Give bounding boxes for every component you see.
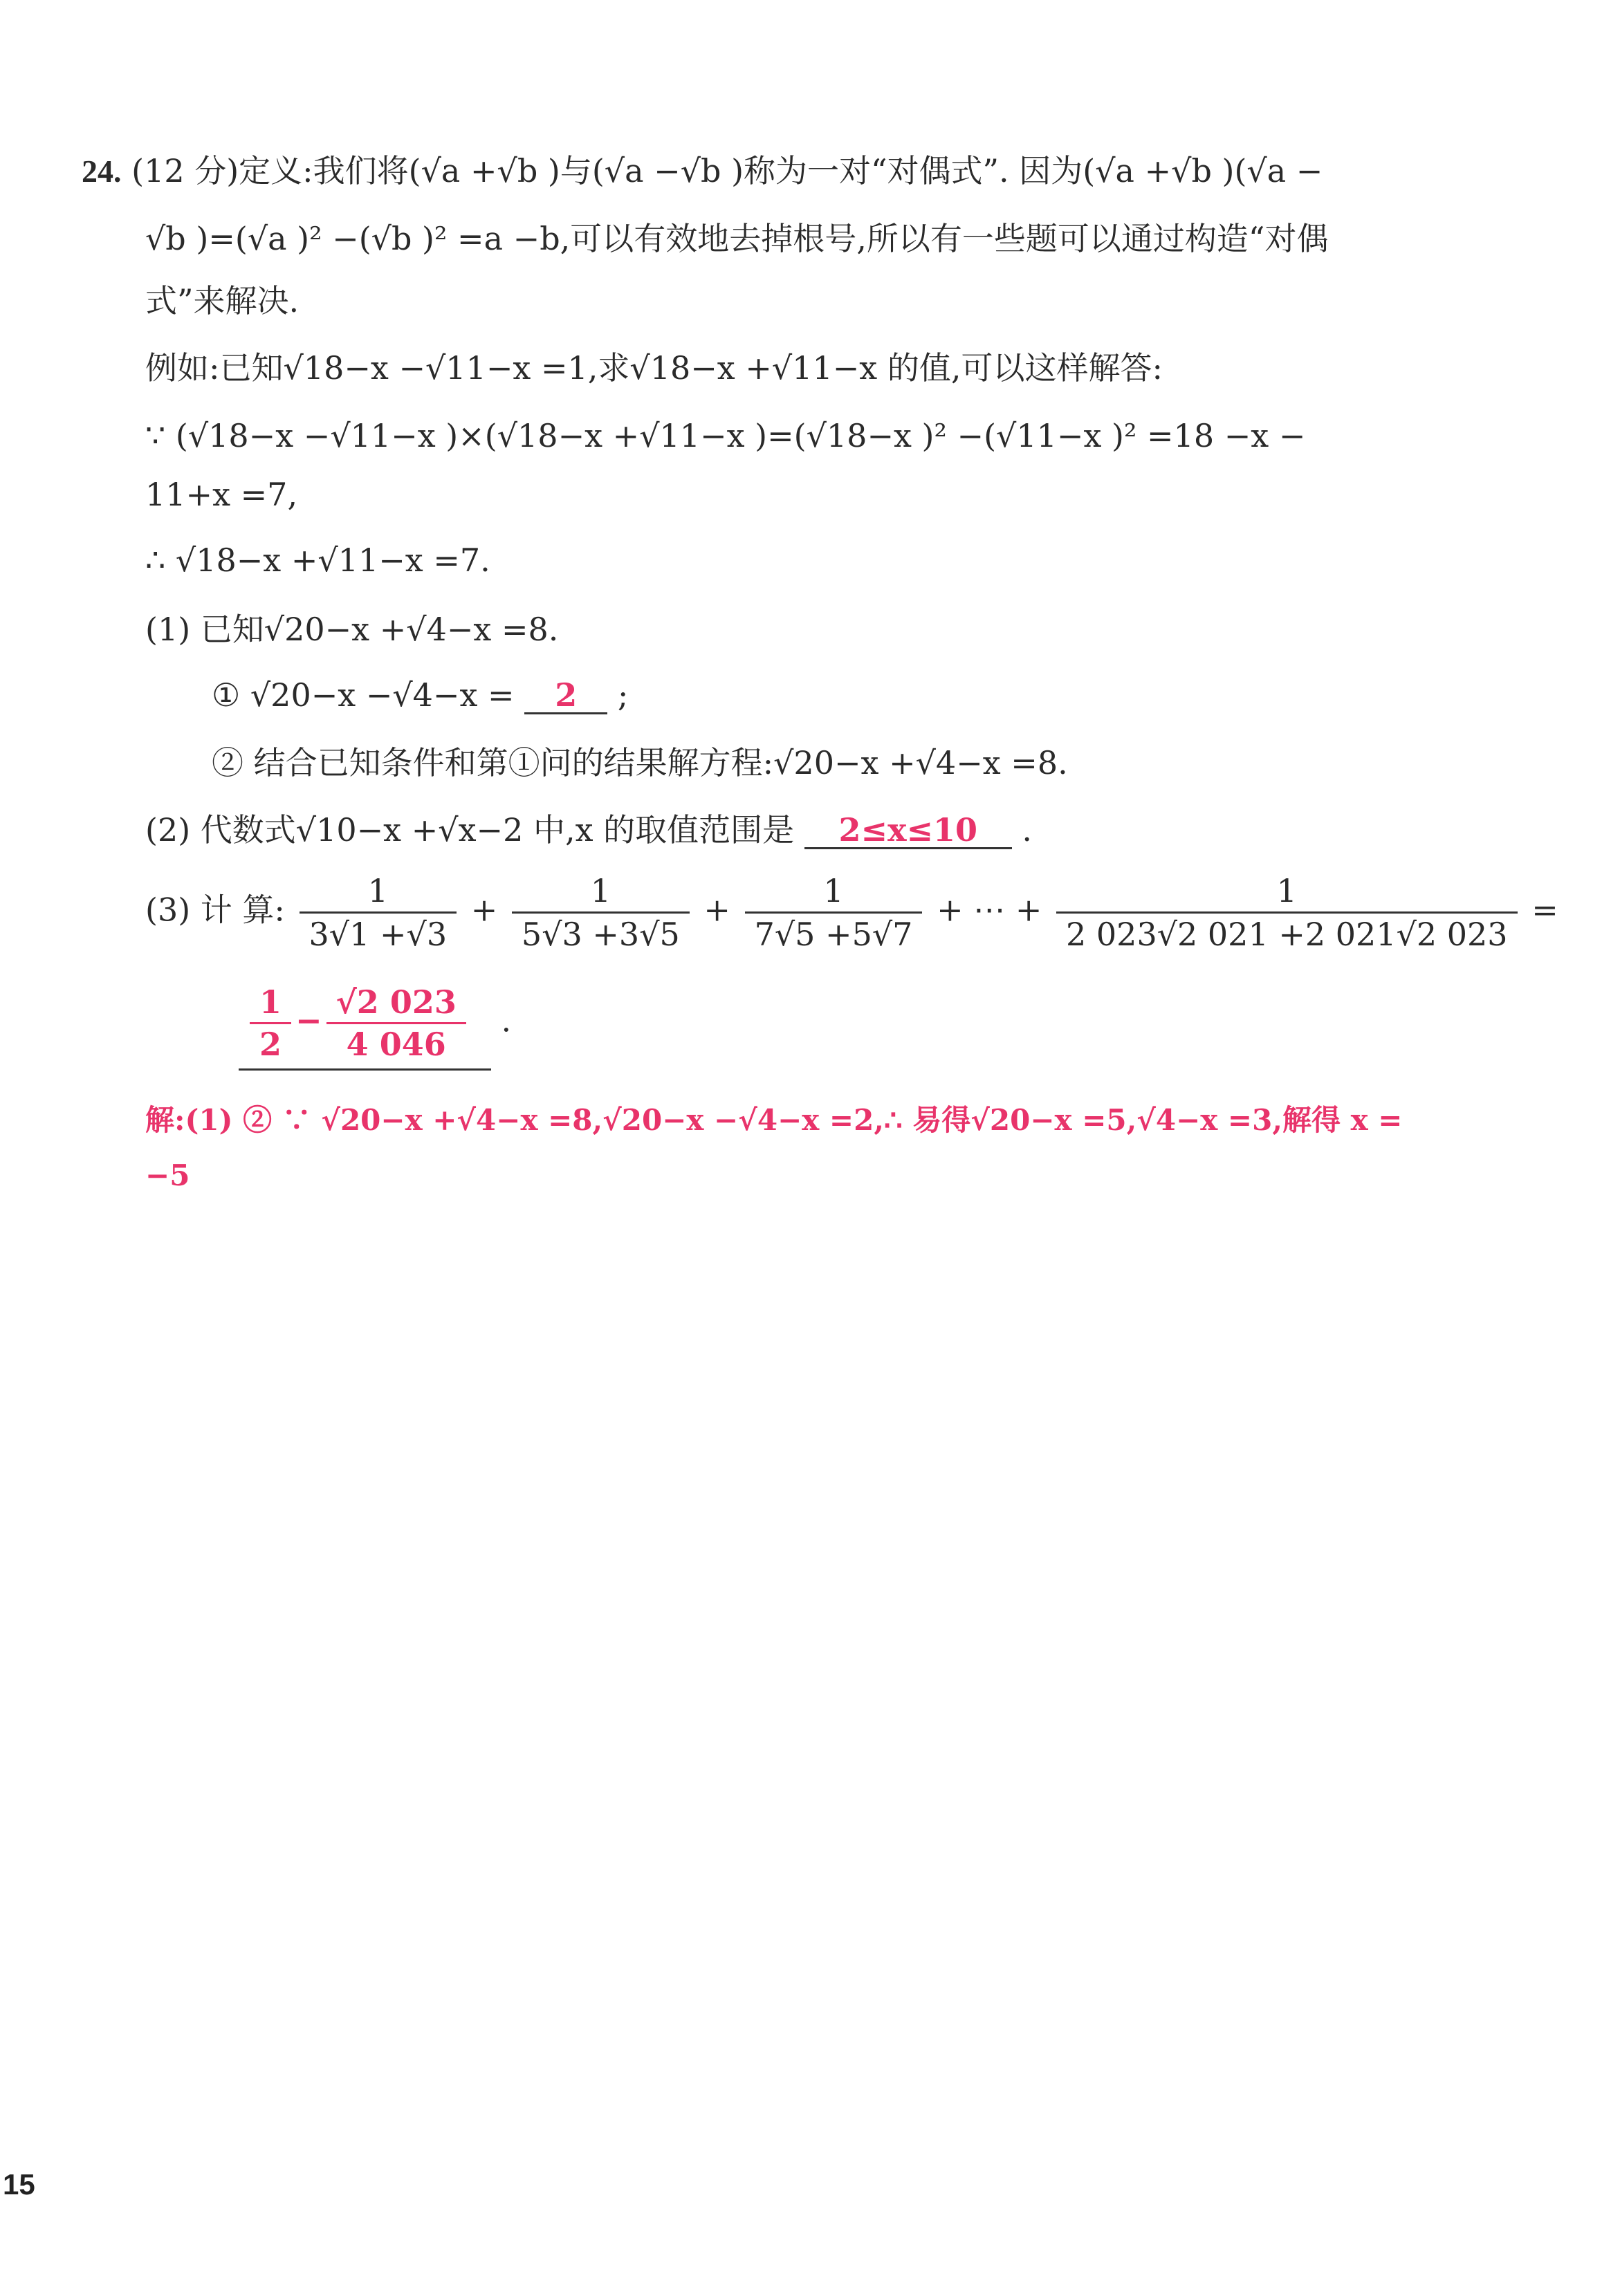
part1-sub1-answer-blank: 2 xyxy=(524,678,607,714)
part3-term-2-denominator: 5√3 +3√5 xyxy=(512,911,690,955)
part1-sub1-suffix: ; xyxy=(617,676,629,714)
example-line-1: 例如:已知√18−x −√11−x =1,求√18−x +√11−x 的值,可以这样解答: xyxy=(145,349,1163,387)
part2 xyxy=(145,809,1032,851)
part3-term-last-denominator: 2 023√2 021 +2 021√2 023 xyxy=(1056,911,1518,955)
part3-answer-suffix: . xyxy=(501,1001,512,1039)
part3-expression xyxy=(145,870,1558,955)
part3-term-2-numerator: 1 xyxy=(590,872,611,909)
part3-answer-fraction-b xyxy=(326,982,466,1064)
part1-sub1-prefix: ① √20−x −√4−x = xyxy=(212,676,515,714)
solution-line-2: −5 xyxy=(145,1158,190,1192)
part3-plus-2: + xyxy=(703,891,730,929)
question-intro-line-3: 式”来解决. xyxy=(145,282,300,320)
example-line-4: ∴ √18−x +√11−x =7. xyxy=(145,541,490,579)
part3-term-3-denominator: 7√5 +5√7 xyxy=(745,911,923,955)
part3-term-1-denominator: 3√1 +√3 xyxy=(300,911,457,955)
part3-answer-minus: − xyxy=(295,1001,322,1039)
question-intro-text-1: (12 分)定义:我们将(√a +√b )与(√a −√b )称为一对“对偶式”. 因为(√a +√b )(√a − xyxy=(131,152,1323,189)
part3-answer-b-numerator: √2 023 xyxy=(335,983,457,1021)
part1-stem: (1) 已知√20−x +√4−x =8. xyxy=(145,611,559,648)
example-line-2: ∵ (√18−x −√11−x )×(√18−x +√11−x )=(√18−x )² −(√11−x )² =18 −x − xyxy=(145,417,1306,454)
part3-term-last xyxy=(1056,870,1518,955)
part3-term-3 xyxy=(745,870,923,955)
part3-answer-b-denominator: 4 046 xyxy=(326,1022,466,1064)
part3-answer-blank xyxy=(239,982,491,1071)
part3-answer-a-denominator: 2 xyxy=(250,1022,291,1064)
question-intro-line-1 xyxy=(82,150,1323,192)
part3-plus-1: + xyxy=(470,891,498,929)
part3-answer-line xyxy=(239,982,511,1071)
question-number: 24. xyxy=(82,154,122,189)
part1-sub2: ② 结合已知条件和第①问的结果解方程:√20−x +√4−x =8. xyxy=(212,744,1068,781)
part2-answer-blank: 2≤x≤10 xyxy=(804,813,1012,849)
part3-equals: = xyxy=(1531,891,1558,929)
part3-answer-fraction-a xyxy=(250,982,291,1064)
part1-sub1 xyxy=(212,674,628,716)
page-number: 15 xyxy=(3,2168,35,2201)
example-line-3: 11+x =7, xyxy=(145,476,298,513)
part3-answer-a-numerator: 1 xyxy=(259,983,282,1021)
part2-suffix: . xyxy=(1022,811,1033,849)
part3-term-3-numerator: 1 xyxy=(823,872,844,909)
part3-term-last-numerator: 1 xyxy=(1276,872,1297,909)
part3-term-1 xyxy=(300,870,457,955)
part3-prefix: (3) 计 算: xyxy=(145,891,285,929)
part3-term-2 xyxy=(512,870,690,955)
part3-term-1-numerator: 1 xyxy=(367,872,388,909)
part2-prefix: (2) 代数式√10−x +√x−2 中,x 的取值范围是 xyxy=(145,811,795,849)
part3-ellipsis: + ⋯ + xyxy=(937,891,1042,929)
question-intro-line-2: √b )=(√a )² −(√b )² =a −b,可以有效地去掉根号,所以有一些题可以通过构造“对偶 xyxy=(145,220,1329,257)
solution-line-1: 解:(1) ② ∵ √20−x +√4−x =8,√20−x −√4−x =2,∴ 易得√20−x =5,√4−x =3,解得 x = xyxy=(145,1103,1403,1137)
